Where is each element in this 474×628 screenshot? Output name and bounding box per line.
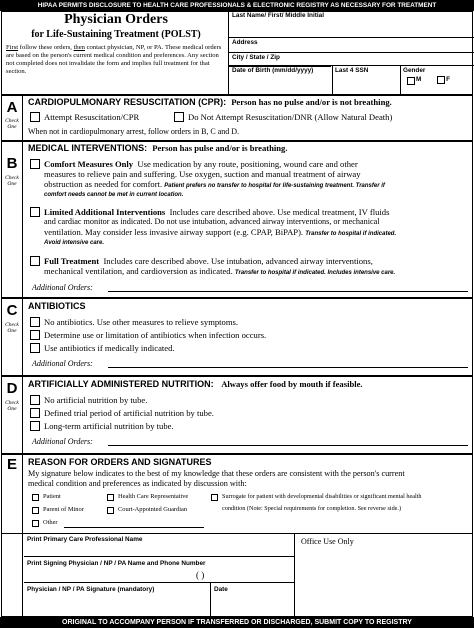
- comfort-note2: comfort needs cannot be met in current location.: [44, 192, 184, 198]
- full-treatment-checkbox[interactable]: [30, 256, 40, 266]
- section-a-check-one: Check One: [5, 118, 19, 130]
- office-use-label: Office Use Only: [301, 537, 354, 546]
- ssn-label: Last 4 SSN: [335, 67, 369, 74]
- section-b-heading: [28, 143, 288, 153]
- section-a-heading-text: CARDIOPULMONARY RESUSCITATION (CPR):: [28, 97, 227, 107]
- full-title: Full Treatment: [44, 256, 100, 266]
- discussed-guardian-checkbox[interactable]: [107, 507, 114, 514]
- divider-d: [1, 375, 473, 377]
- signature-input[interactable]: [24, 596, 210, 616]
- limited-line2: and cardiac monitor as indicated. Do not use intubation, advanced airway interventions, or mechanical: [44, 217, 380, 226]
- section-c-column: [1, 298, 23, 375]
- form-subtitle: for Life-Sustaining Treatment (POLST): [31, 29, 201, 40]
- section-d-additional-input[interactable]: [108, 445, 468, 446]
- gender-m-checkbox[interactable]: [407, 77, 415, 85]
- antibiotics-determine-checkbox[interactable]: [30, 330, 40, 340]
- footer-banner: ORIGINAL TO ACCOMPANY PERSON IF TRANSFERRED OR DISCHARGED, SUBMIT COPY TO REGISTRY: [0, 617, 474, 628]
- section-d-heading-text: ARTIFICIALLY ADMINISTERED NUTRITION:: [28, 379, 214, 389]
- dob-underline: [228, 66, 331, 67]
- city-label: City / State / Zip: [232, 54, 280, 61]
- discussed-surrogate-label1: Surrogate for patient with developmental disabilities or significant mental health: [222, 493, 422, 500]
- date-label: Date: [214, 586, 228, 593]
- section-e-column: [1, 454, 23, 617]
- nutrition-longterm-checkbox[interactable]: [30, 421, 40, 431]
- limited-note1: Transfer to hospital if indicated.: [305, 231, 397, 237]
- section-e-line2: medical condition and preferences as indicated by discussion with:: [28, 479, 247, 488]
- limited-text3: ventilation. May consider less invasive airway support (e.g. CPAP, BiPAP).: [44, 227, 304, 237]
- discussed-patient-checkbox[interactable]: [32, 494, 39, 501]
- name-field[interactable]: [229, 11, 474, 38]
- section-b-heading-note: Person has pulse and/or is breathing.: [152, 143, 288, 153]
- office-use-box: [294, 534, 473, 617]
- discussed-other-label: Other: [43, 519, 58, 526]
- comfort-text1: Use medication by any route, positioning, wound care and other: [137, 159, 358, 169]
- discussed-guardian-label: Court-Appointed Guardian: [118, 506, 188, 513]
- print-name-label: Print Primary Care Professional Name: [27, 536, 143, 543]
- discussed-surrogate-label2: condition (Note: Special requirements for completion. See reverse side.): [222, 505, 402, 512]
- divider-a: [1, 94, 473, 96]
- comfort-title: Comfort Measures Only: [44, 159, 134, 169]
- section-d-heading: [28, 379, 363, 389]
- nutrition-none-checkbox[interactable]: [30, 395, 40, 405]
- section-c-letter: C: [6, 302, 18, 319]
- divider-e: [1, 453, 473, 455]
- section-a-heading-note: Person has no pulse and/or is not breathing.: [231, 97, 392, 107]
- hipaa-banner: HIPAA PERMITS DISCLOSURE TO HEALTH CARE PROFESSIONALS & ELECTRONIC REGISTRY AS NECESSARY FOR TREATMENT: [0, 0, 474, 11]
- section-b-letter: B: [6, 155, 18, 172]
- full-line1: [44, 256, 373, 266]
- discussed-parent-checkbox[interactable]: [32, 507, 39, 514]
- section-b-check-one: Check One: [5, 175, 19, 187]
- nutrition-none-label: No artificial nutrition by tube.: [44, 395, 148, 405]
- full-line2: [44, 266, 395, 278]
- limited-interventions-checkbox[interactable]: [30, 207, 40, 217]
- section-c-check-one: Check One: [5, 322, 19, 334]
- discussed-hcr-label: Health Care Representative: [118, 493, 189, 500]
- dob-label: Date of Birth (mm/dd/yyyy): [232, 67, 314, 74]
- discussed-hcr-checkbox[interactable]: [107, 494, 114, 501]
- phone-paren: ( ): [196, 570, 205, 580]
- comfort-text3: obstruction as needed for comfort.: [44, 179, 163, 189]
- section-b-heading-text: MEDICAL INTERVENTIONS:: [28, 143, 148, 153]
- section-e-heading: REASON FOR ORDERS AND SIGNATURES: [28, 457, 212, 467]
- section-a-note: When not in cardiopulmonary arrest, follow orders in B, C and D.: [28, 127, 240, 136]
- section-c-additional-input[interactable]: [108, 367, 468, 368]
- cpr-attempt-label: Attempt Resuscitation/CPR: [44, 112, 140, 122]
- intro-then: then: [73, 44, 85, 51]
- section-a-heading: [28, 97, 392, 107]
- divider-c: [1, 297, 473, 299]
- intro-rest2: contact physician, NP, or PA. These medical orders are based on the person's current medical condition and preferences. Any section not completed does not invalidate the form and implies full treatment for that section.: [6, 44, 222, 75]
- discussed-other-checkbox[interactable]: [32, 520, 39, 527]
- comfort-note1: Patient prefers no transfer to hospital for life-sustaining treatment. Transfer if: [164, 183, 385, 189]
- intro-rest1: follow these orders,: [18, 44, 74, 51]
- comfort-line2: measures to relieve pain and suffering. Use oxygen, suction and manual treatment of airway: [44, 169, 361, 179]
- date-input[interactable]: [212, 596, 294, 616]
- antibiotics-use-checkbox[interactable]: [30, 343, 40, 353]
- cpr-attempt-checkbox[interactable]: [30, 112, 40, 122]
- divider-b: [1, 140, 473, 142]
- city-field[interactable]: [229, 53, 474, 66]
- full-note: Transfer to hospital if indicated. Includes intensive care.: [234, 270, 396, 276]
- dob-row: [229, 66, 474, 94]
- section-b-column: [1, 141, 23, 297]
- signature-label: Physician / NP / PA Signature (mandatory): [27, 586, 155, 593]
- section-a-column: [1, 95, 23, 140]
- print-signing-label: Print Signing Physician / NP / PA Name and Phone Number: [27, 560, 206, 567]
- ssn-field[interactable]: [332, 66, 400, 94]
- section-e-line1: My signature below indicates to the best of my knowledge that these orders are consistent with the person's current: [28, 469, 405, 478]
- patient-identity-box: [228, 11, 473, 94]
- antibiotics-determine-label: Determine use or limitation of antibiotics when infection occurs.: [44, 330, 267, 340]
- nutrition-longterm-label: Long-term artificial nutrition by tube.: [44, 421, 174, 431]
- section-b-additional-input[interactable]: [108, 291, 468, 292]
- discussed-parent-label: Parent of Minor: [43, 506, 84, 513]
- comfort-line1: [44, 159, 358, 169]
- print-name-input[interactable]: [24, 556, 294, 557]
- gender-m-label: M: [416, 76, 422, 83]
- gender-field: [400, 66, 474, 94]
- name-label: Last Name/ First/ Middle Initial: [232, 12, 324, 19]
- section-c-additional-label: Additional Orders:: [32, 359, 93, 368]
- antibiotics-none-label: No antibiotics. Use other measures to relieve symptoms.: [44, 317, 239, 327]
- cpr-dnr-checkbox[interactable]: [174, 112, 184, 122]
- gender-f-label: F: [446, 76, 451, 83]
- nutrition-trial-checkbox[interactable]: [30, 408, 40, 418]
- section-e-letter: E: [6, 456, 17, 473]
- print-signing-input[interactable]: [24, 582, 294, 583]
- form-title: Physician Orders: [64, 12, 168, 27]
- limited-line1: [44, 207, 389, 217]
- section-a-letter: A: [6, 99, 18, 116]
- gender-label: Gender: [403, 67, 426, 74]
- address-field[interactable]: [229, 38, 474, 53]
- discussed-surrogate-checkbox[interactable]: [211, 494, 218, 501]
- intro-first: First: [6, 44, 19, 51]
- discussed-patient-label: Patient: [43, 493, 61, 500]
- section-d-column: [1, 376, 23, 453]
- gender-f-checkbox[interactable]: [437, 76, 445, 84]
- limited-text1: Includes care described above. Use medical treatment, IV fluids: [169, 207, 390, 217]
- discussed-other-input[interactable]: [64, 527, 204, 528]
- address-label: Address: [232, 39, 258, 46]
- antibiotics-none-checkbox[interactable]: [30, 317, 40, 327]
- date-divider: [210, 583, 211, 617]
- section-d-letter: D: [6, 380, 18, 397]
- comfort-measures-checkbox[interactable]: [30, 159, 40, 169]
- section-d-check-one: Check One: [5, 400, 19, 412]
- intro-text: [6, 44, 228, 76]
- limited-note2: Avoid intensive care.: [44, 240, 105, 246]
- section-b-additional-label: Additional Orders:: [32, 283, 93, 292]
- full-text1: Includes care described above. Use intubation, advanced airway interventions,: [103, 256, 373, 266]
- nutrition-trial-label: Defined trial period of artificial nutrition by tube.: [44, 408, 214, 418]
- limited-title: Limited Additional Interventions: [44, 207, 166, 217]
- section-d-heading-note: Always offer food by mouth if feasible.: [221, 379, 363, 389]
- section-c-heading: ANTIBIOTICS: [28, 301, 86, 311]
- antibiotics-use-label: Use antibiotics if medically indicated.: [44, 343, 175, 353]
- full-text2: mechanical ventilation, and cardioversion as indicated.: [44, 266, 233, 276]
- section-d-additional-label: Additional Orders:: [32, 437, 93, 446]
- cpr-dnr-label: Do Not Attempt Resuscitation/DNR (Allow Natural Death): [188, 112, 393, 122]
